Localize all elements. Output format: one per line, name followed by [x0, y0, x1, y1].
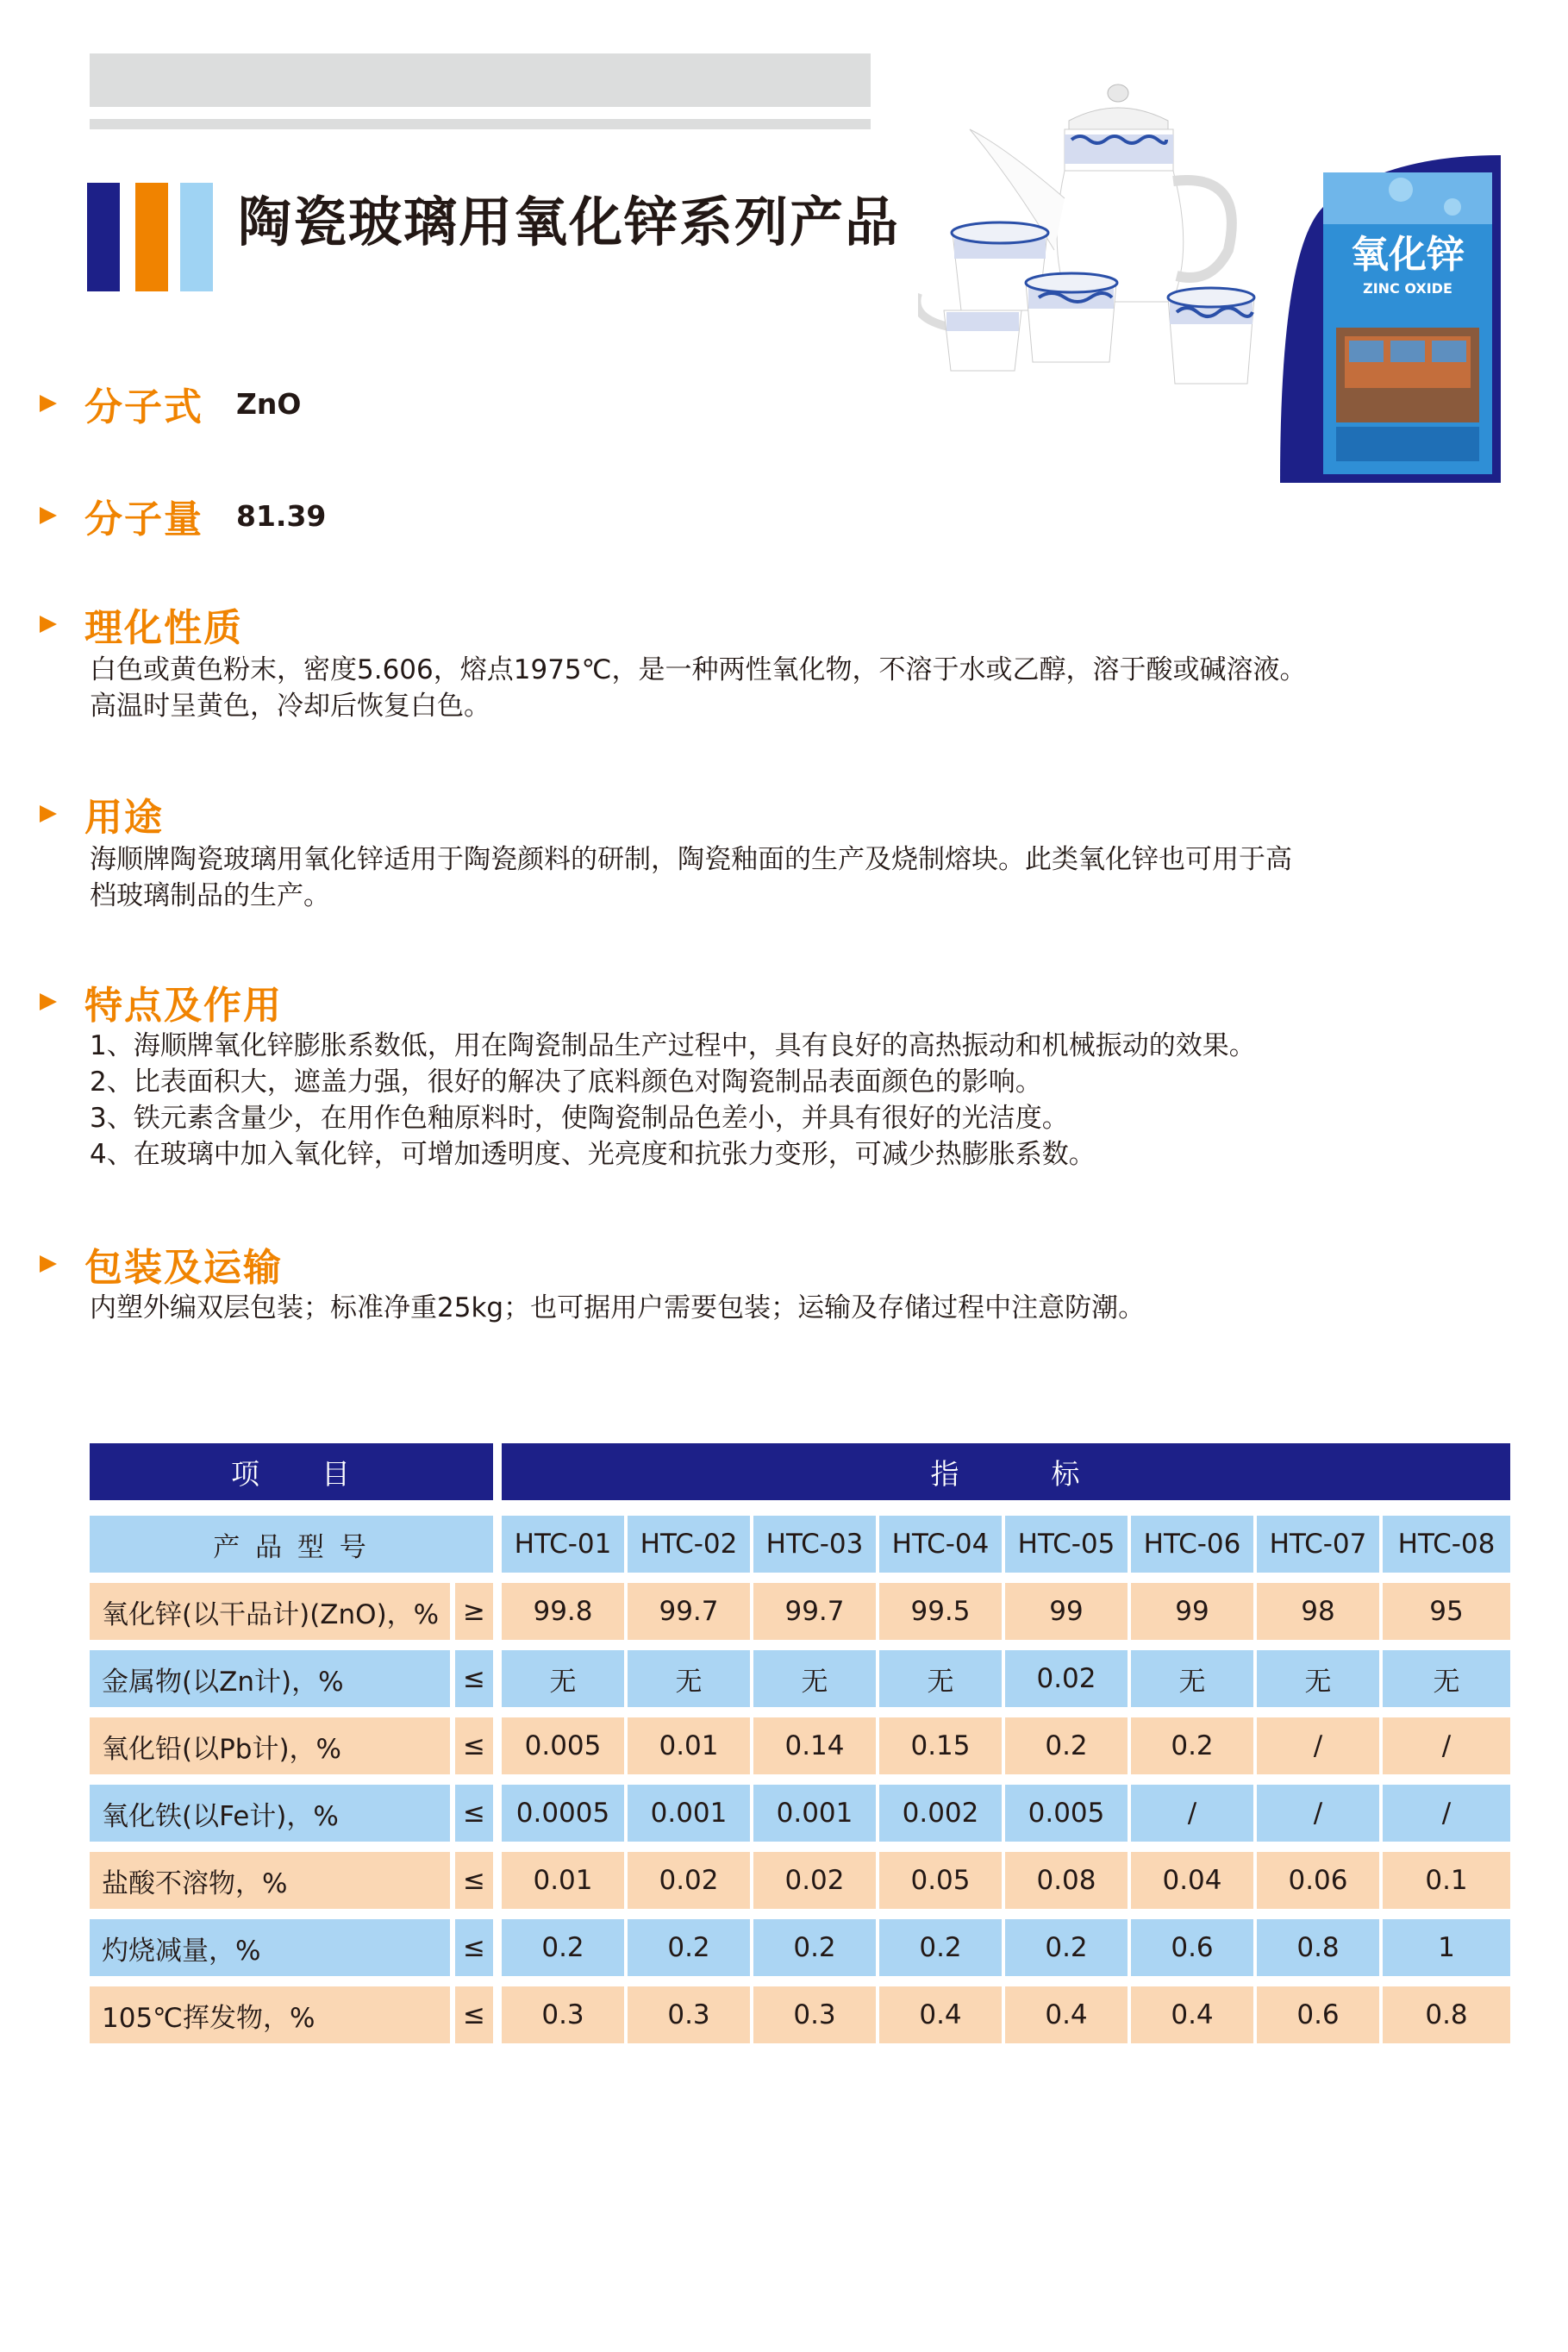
row-operator: ≤	[455, 1650, 493, 1707]
model-cell: HTC-04	[879, 1516, 1002, 1573]
table-cell: 0.2	[879, 1919, 1002, 1976]
section-arrow-icon	[40, 395, 57, 412]
text-line: 2、比表面积大，遮盖力强，很好的解决了底料颜色对陶瓷制品表面颜色的影响。	[90, 1067, 1042, 1098]
section-arrow-icon	[40, 805, 57, 823]
bag-label-cn: 氧化锌	[1351, 233, 1465, 277]
table-cell: 0.005	[502, 1717, 624, 1774]
packaging-text	[90, 1290, 1503, 1326]
table-cell: 99.7	[628, 1583, 750, 1640]
section-arrow-icon	[40, 1255, 57, 1273]
table-cell: 0.001	[628, 1785, 750, 1842]
table-cell: /	[1257, 1785, 1379, 1842]
table-cell: 0.05	[879, 1852, 1002, 1909]
text-line: 白色或黄色粉末，密度5.606，熔点1975℃，是一种两性氧化物，不溶于水或乙醇，溶于酸或碱溶液。	[90, 654, 1307, 685]
table-cell: 无	[502, 1650, 624, 1707]
row-operator: ≤	[455, 1986, 493, 2043]
section-title: 理化性质	[84, 606, 243, 650]
table-cell: 0.1	[1383, 1852, 1510, 1909]
table-cell: 0.2	[753, 1919, 876, 1976]
text-line: 内塑外编双层包装；标准净重25kg；也可据用户需要包装；运输及存储过程中注意防潮。	[90, 1292, 1146, 1323]
row-operator: ≤	[455, 1785, 493, 1842]
features-text	[90, 1028, 1503, 1173]
table-cell: 0.8	[1257, 1919, 1379, 1976]
section-title: 分子式	[84, 385, 203, 429]
table-cell: 0.14	[753, 1717, 876, 1774]
section-arrow-icon	[40, 993, 57, 1010]
table-cell: 0.6	[1257, 1986, 1379, 2043]
table-cell: 0.4	[879, 1986, 1002, 2043]
table-cell: 0.15	[879, 1717, 1002, 1774]
table-cell: /	[1383, 1785, 1510, 1842]
text-line: 1、海顺牌氧化锌膨胀系数低，用在陶瓷制品生产过程中，具有良好的高热振动和机械振动的效果。	[90, 1030, 1256, 1061]
formula-value: ZnO	[236, 386, 302, 421]
table-cell: /	[1257, 1717, 1379, 1774]
text-line: 3、铁元素含量少，在用作色釉原料时，使陶瓷制品色差小，并具有很好的光洁度。	[90, 1103, 1069, 1134]
row-name: 氧化铁(以Fe计)，%	[90, 1785, 450, 1842]
section-usage	[40, 786, 164, 841]
row-name: 105℃挥发物，%	[90, 1986, 450, 2043]
table-cell: 0.2	[1005, 1919, 1128, 1976]
header-index: 指 标	[502, 1443, 1510, 1500]
table-cell: 0.6	[1131, 1919, 1253, 1976]
table-cell: 0.01	[628, 1717, 750, 1774]
text-line: 海顺牌陶瓷玻璃用氧化锌适用于陶瓷颜料的研制，陶瓷釉面的生产及烧制熔块。此类氧化锌也可用于高	[90, 844, 1292, 875]
title-stripe-lightblue	[180, 183, 213, 291]
table-cell: 0.08	[1005, 1852, 1128, 1909]
model-cell: HTC-01	[502, 1516, 624, 1573]
table-cell: /	[1383, 1717, 1510, 1774]
text-line: 档玻璃制品的生产。	[90, 880, 330, 911]
table-cell: 0.4	[1005, 1986, 1128, 2043]
table-cell: 0.2	[628, 1919, 750, 1976]
section-title: 分子量	[84, 497, 203, 541]
properties-text	[90, 652, 1503, 724]
table-cell: 99.7	[753, 1583, 876, 1640]
table-cell: 0.01	[502, 1852, 624, 1909]
table-cell: 0.2	[1005, 1717, 1128, 1774]
weight-value: 81.39	[236, 498, 327, 533]
top-decor-line	[90, 119, 871, 129]
bag-label-en: ZINC OXIDE	[1363, 280, 1452, 297]
row-operator: ≤	[455, 1717, 493, 1774]
table-cell: 99	[1131, 1583, 1253, 1640]
table-cell: 99.5	[879, 1583, 1002, 1640]
row-name: 氧化锌(以干品计)(ZnO)，%	[90, 1583, 450, 1640]
model-cell: HTC-07	[1257, 1516, 1379, 1573]
table-cell: 95	[1383, 1583, 1510, 1640]
table-cell: 0.2	[1131, 1717, 1253, 1774]
table-cell: 0.4	[1131, 1986, 1253, 2043]
model-cell: HTC-08	[1383, 1516, 1510, 1573]
section-properties	[40, 597, 243, 652]
row-name: 盐酸不溶物，%	[90, 1852, 450, 1909]
table-cell: 无	[628, 1650, 750, 1707]
row-name: 金属物(以Zn计)，%	[90, 1650, 450, 1707]
section-packaging	[40, 1236, 283, 1292]
model-cell: HTC-02	[628, 1516, 750, 1573]
section-features	[40, 974, 283, 1029]
table-cell: 无	[1131, 1650, 1253, 1707]
section-title: 包装及运输	[84, 1246, 283, 1290]
model-cell: HTC-03	[753, 1516, 876, 1573]
table-cell: 98	[1257, 1583, 1379, 1640]
page-title: 陶瓷玻璃用氧化锌系列产品	[238, 191, 901, 253]
table-cell: 0.04	[1131, 1852, 1253, 1909]
header-item: 项 目	[90, 1443, 493, 1500]
text-line: 高温时呈黄色，冷却后恢复白色。	[90, 691, 490, 722]
section-title: 用途	[84, 796, 164, 840]
top-decor-bar	[90, 53, 871, 107]
section-arrow-icon	[40, 507, 57, 524]
row-operator: ≤	[455, 1852, 493, 1909]
table-cell: 无	[753, 1650, 876, 1707]
table-cell: 99	[1005, 1583, 1128, 1640]
model-label: 产 品 型 号	[90, 1516, 493, 1573]
model-cell: HTC-05	[1005, 1516, 1128, 1573]
section-title: 特点及作用	[84, 984, 283, 1028]
usage-text	[90, 841, 1503, 914]
table-cell: 0.02	[753, 1852, 876, 1909]
table-cell: 0.3	[753, 1986, 876, 2043]
table-cell: 0.06	[1257, 1852, 1379, 1909]
table-cell: /	[1131, 1785, 1253, 1842]
row-operator: ≤	[455, 1919, 493, 1976]
table-cell: 0.02	[1005, 1650, 1128, 1707]
table-cell: 0.2	[502, 1919, 624, 1976]
row-operator: ≥	[455, 1583, 493, 1640]
product-illustration	[918, 78, 1501, 483]
table-cell: 0.005	[1005, 1785, 1128, 1842]
table-cell: 无	[879, 1650, 1002, 1707]
zinc-oxide-bag-image	[1280, 155, 1501, 483]
table-cell: 1	[1383, 1919, 1510, 1976]
section-formula	[40, 376, 301, 431]
table-cell: 无	[1257, 1650, 1379, 1707]
table-cell: 0.002	[879, 1785, 1002, 1842]
table-cell: 0.8	[1383, 1986, 1510, 2043]
text-line: 4、在玻璃中加入氧化锌，可增加透明度、光亮度和抗张力变形，可减少热膨胀系数。	[90, 1139, 1096, 1170]
model-cell: HTC-06	[1131, 1516, 1253, 1573]
title-stripe-blue	[87, 183, 120, 291]
table-cell: 0.3	[502, 1986, 624, 2043]
table-cell: 0.02	[628, 1852, 750, 1909]
row-name: 氧化铅(以Pb计)，%	[90, 1717, 450, 1774]
table-cell: 99.8	[502, 1583, 624, 1640]
table-cell: 0.3	[628, 1986, 750, 2043]
section-weight	[40, 488, 326, 543]
table-cell: 0.0005	[502, 1785, 624, 1842]
row-name: 灼烧减量，%	[90, 1919, 450, 1976]
section-arrow-icon	[40, 616, 57, 633]
table-cell: 无	[1383, 1650, 1510, 1707]
title-stripe-orange	[135, 183, 168, 291]
table-cell: 0.001	[753, 1785, 876, 1842]
